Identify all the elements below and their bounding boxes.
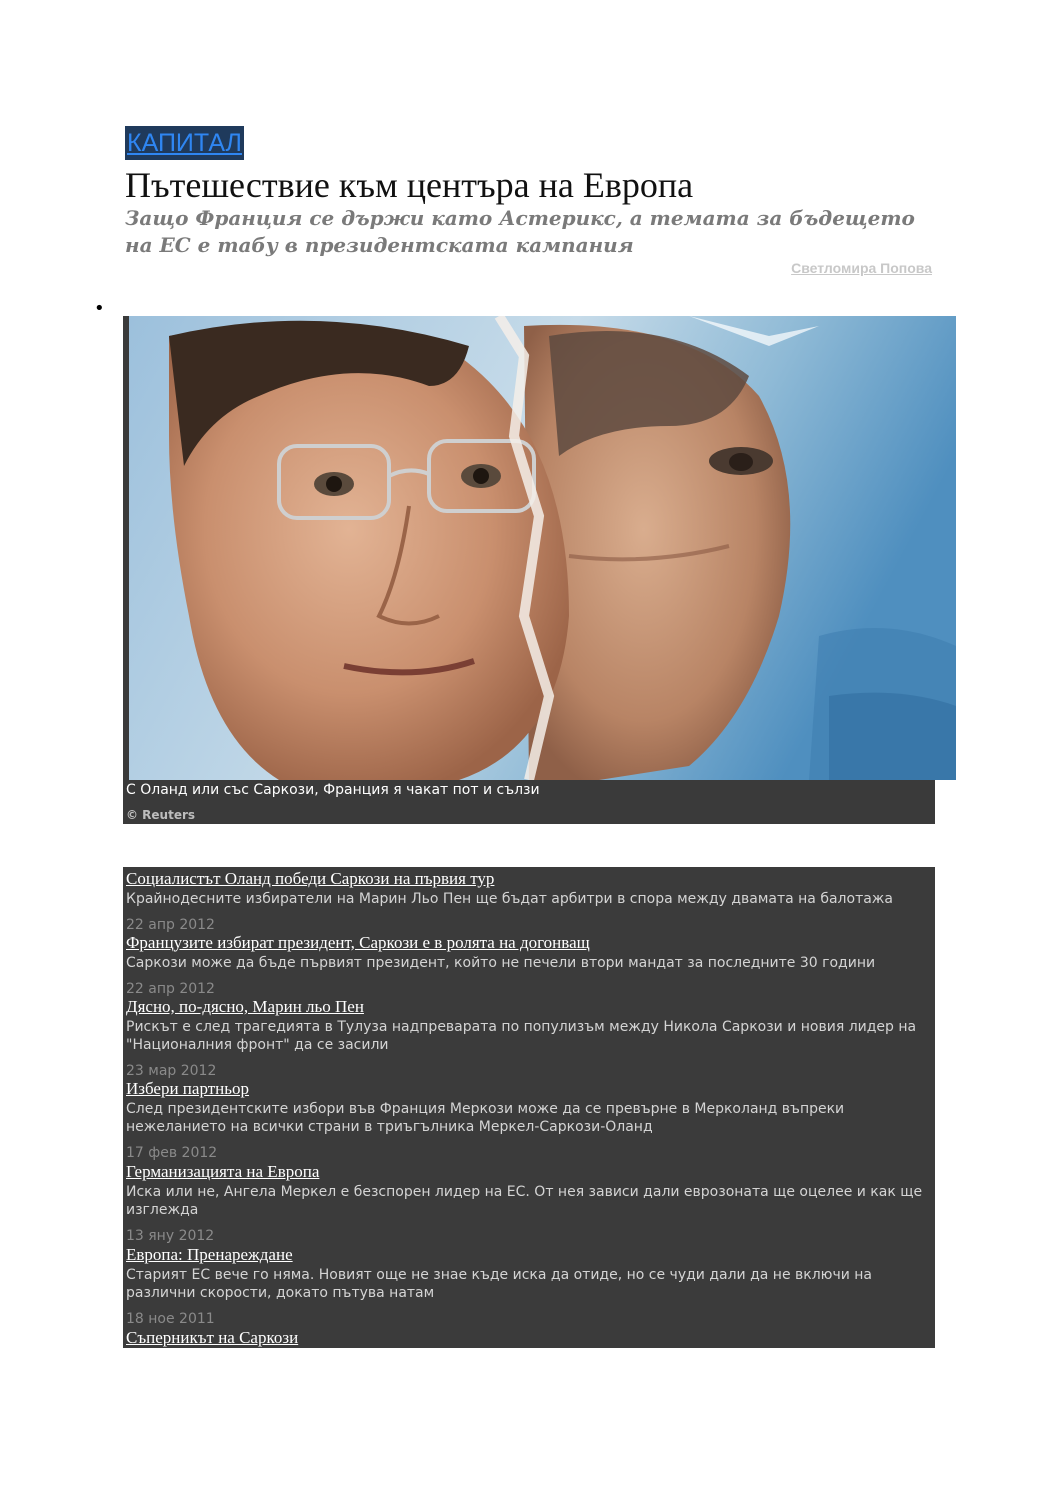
list-item [126,869,926,934]
related-article-summary: Крайнодесните избиратели на Марин Льо Пен ще бъдат арбитри в спора между двамата на балотажа [126,891,893,907]
article-title: Пътешествие към центъра на Европа [125,165,694,205]
related-article-link[interactable]: Дясно, по-дясно, Марин льо Пен [126,997,364,1016]
list-item [126,1162,926,1245]
related-article-summary: Рискът е след трагедията в Тулуза надпреварата по популизъм между Никола Саркози и новия лидер на "Националния фронт" да се засили [126,1019,917,1053]
related-article-summary: Саркози може да бъде първият президент, който не печели втори мандат за последните 30 години [126,955,876,971]
related-article-date: 22 апр 2012 [126,917,215,933]
list-item [126,1328,926,1348]
related-article-summary: Иска или не, Ангела Меркел е безспорен лидер на ЕС. От нея зависи дали еврозоната ще оцелее и как ще изглежда [126,1184,923,1218]
related-article-date: 13 яну 2012 [126,1228,215,1244]
list-item [126,933,926,998]
article-figure [123,316,935,824]
list-bullet: • [94,298,105,319]
related-article-date: 23 мар 2012 [126,1063,217,1079]
brand-link[interactable]: КАПИТАЛ [125,126,244,160]
related-article-date: 22 апр 2012 [126,981,215,997]
list-item [126,1245,926,1328]
article-subtitle: Защо Франция се държи като Астерикс, а темата за бъдещето на ЕС е табу в президентската кампания [125,206,915,257]
related-article-date: 18 ное 2011 [126,1311,215,1327]
article-photo [129,316,956,780]
related-article-link[interactable]: Социалистът Оланд победи Саркози на първия тур [126,869,495,888]
related-article-link[interactable]: Съперникът на Саркози [126,1328,299,1347]
related-article-date: 17 фев 2012 [126,1145,218,1161]
related-article-link[interactable]: Европа: Пренареждане [126,1245,293,1264]
list-item [126,997,926,1080]
related-article-link[interactable]: Избери партньор [126,1079,250,1098]
related-article-link[interactable]: Французите избират президент, Саркози е в ролята на догонващ [126,933,590,952]
photo-caption: С Оланд или със Саркози, Франция я чакат пот и сълзи [126,782,540,798]
author-link[interactable]: Светломира Попова [791,260,932,276]
related-article-link[interactable]: Германизацията на Европа [126,1162,320,1181]
related-article-summary: След президентските избори във Франция Меркози може да се превърне в Мерколанд въпреки нежеланието на всички страни в триъгълника Меркел-Саркози-Оланд [126,1101,845,1135]
list-item [126,1079,926,1162]
related-articles [123,867,935,1348]
photo-credit: © Reuters [126,808,196,822]
related-article-summary: Старият ЕС вече го няма. Новият още не знае къде иска да отиде, но се чуди дали да не включи на различни скорости, докато пътува натам [126,1267,873,1301]
